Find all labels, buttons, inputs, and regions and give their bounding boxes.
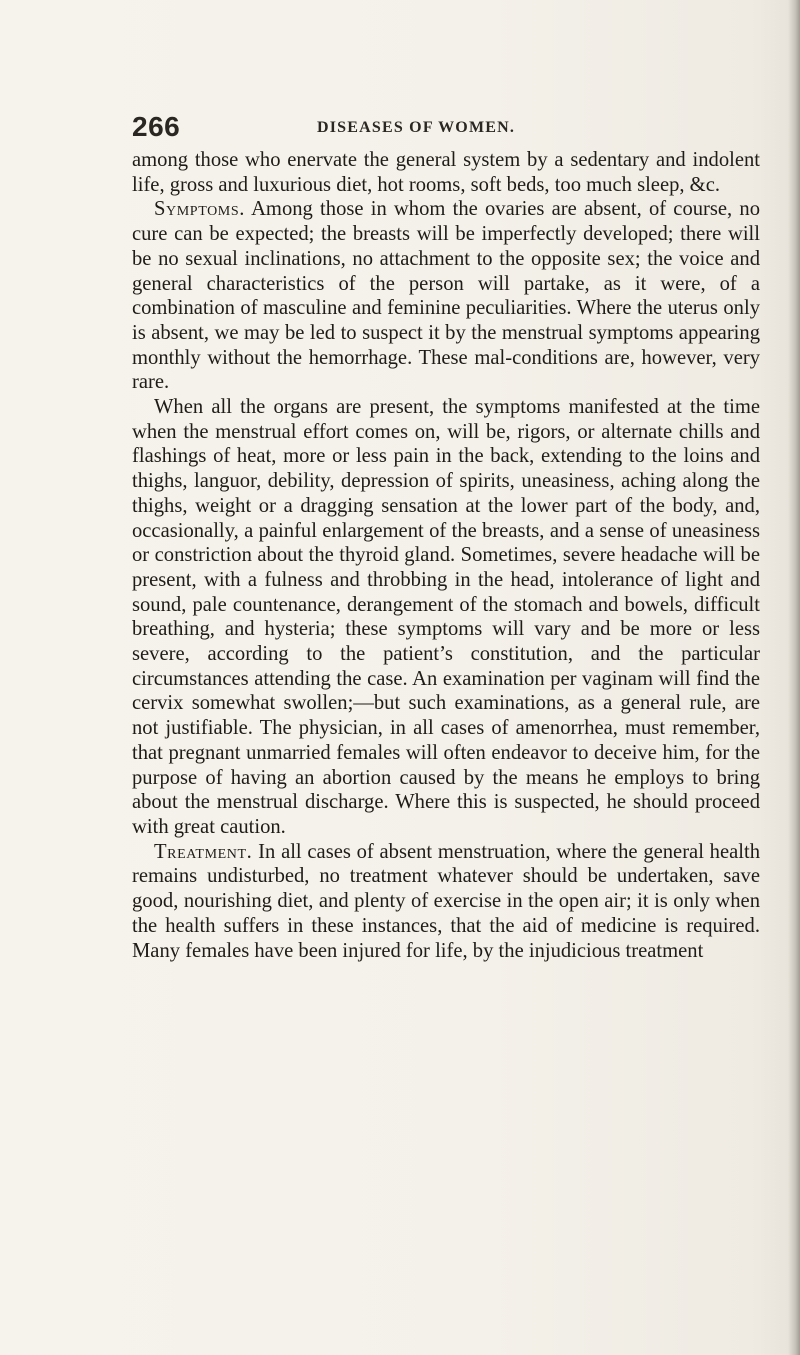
symptoms-heading: Symptoms. [154,198,245,221]
body-text [132,148,760,963]
paragraph-1 [132,148,760,197]
running-title: DISEASES OF WOMEN. [317,119,516,136]
page-edge-shadow [788,0,800,1355]
page-number: 266 [132,111,181,142]
paragraph-1-text: among those who enervate the general system by a sedentary and indolent life, gross and luxurious diet, hot rooms, soft beds, too much sleep, &c. [132,149,760,196]
symptoms-text: Among those in whom the ovaries are absent, of course, no cure can be expected; the breasts will be imperfectly developed; there will be no sexual inclinations, no attachment to the opposite sex; the voice and general characteristics of the person will partake, as it were, of a combination of masculine and feminine peculiarities. Where the uterus only is absent, we may be led to suspect it by the menstrual symptoms appearing monthly without the hemorrhage. These mal-conditions are, however, very rare. [132,198,760,394]
paragraph-3 [132,395,760,840]
paragraph-3-text: When all the organs are present, the symptoms manifested at the time when the menstrual effort comes on, will be, rigors, or alternate chills and flashings of heat, more or less pain in the back, extending to the loins and thighs, languor, debility, depression of spirits, uneasiness, aching along the thighs, weight or a dragging sensation at the lower part of the body, and, occasionally, a painful enlargement of the breasts, and a sense of uneasiness or constriction about the thyroid gland. Sometimes, severe headache will be present, with a fulness and throbbing in the head, intolerance of light and sound, pale countenance, derangement of the stomach and bowels, difficult breathing, and hysteria; these symptoms will vary and be more or less severe, according to the patient’s constitution, and the particular circumstances attending the case. An examination per vaginam will find the cervix somewhat swollen;—but such examinations, as a general rule, are not justifiable. The physician, in all cases of amenorrhea, must remember, that pregnant unmarried females will often endeavor to deceive him, for the purpose of having an abortion caused by the means he employs to bring about the menstrual discharge. Where this is suspected, he should proceed with great caution. [132,396,760,838]
paragraph-treatment [132,840,760,964]
treatment-heading: Treatment. [154,840,253,863]
treatment-text: In all cases of absent menstruation, where the general health remains undisturbed, no treatment whatever should be undertaken, save good, nourishing diet, and plenty of exercise in the open air; it is only when the health suffers in these instances, that the aid of medicine is required. Many females have been injured for life, by the injudicious treatment [132,840,760,962]
paragraph-symptoms [132,197,760,395]
page-header [132,111,752,145]
